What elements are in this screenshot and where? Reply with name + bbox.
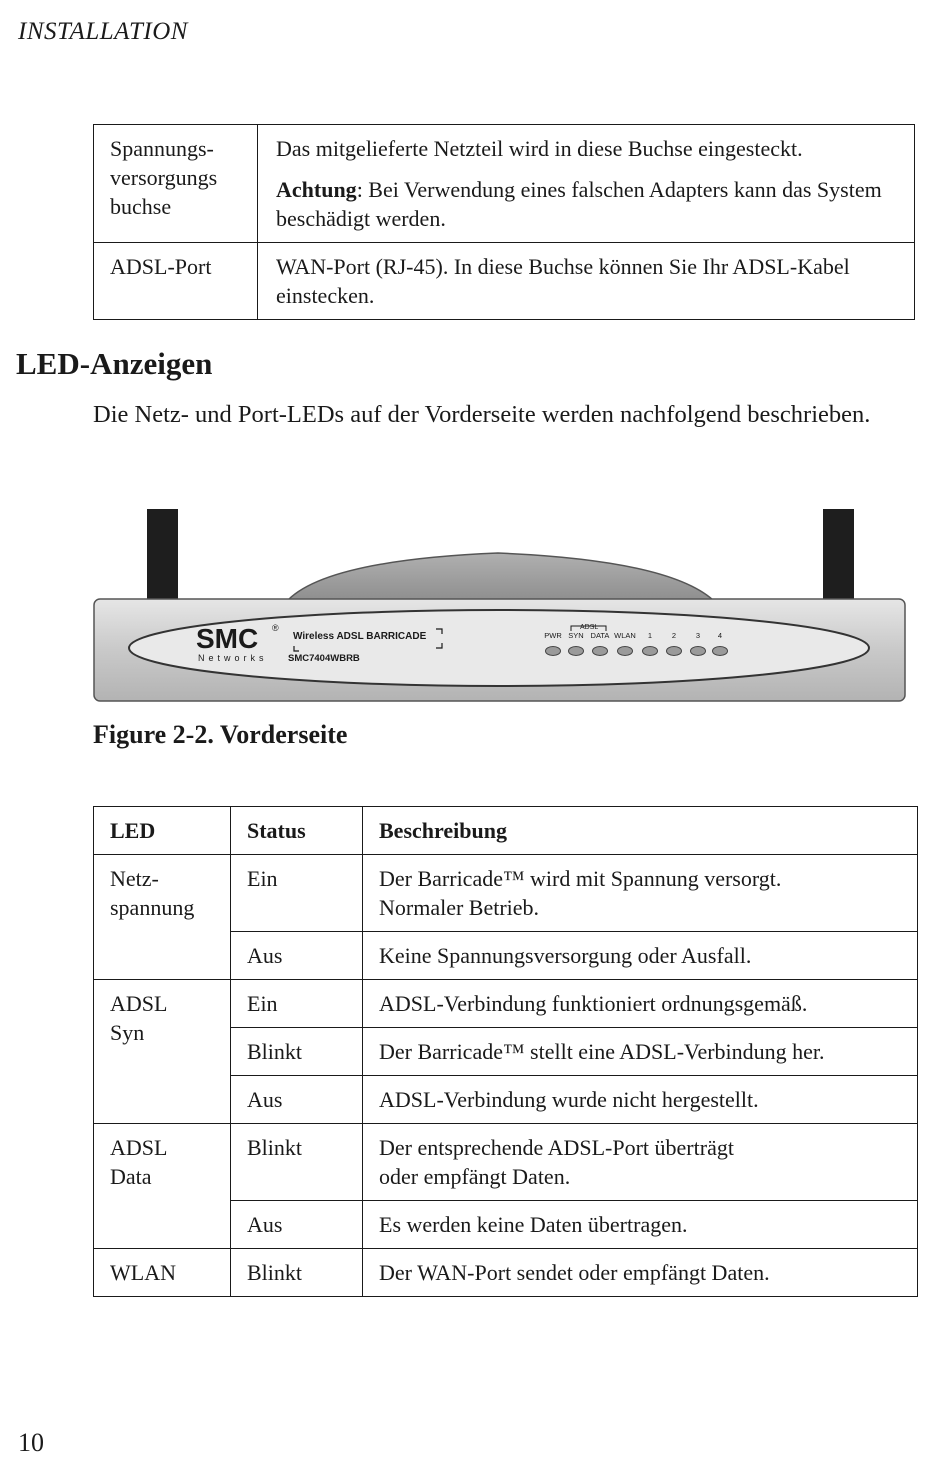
led-indicator-pwr [546,647,561,656]
warning-text: : Bei Verwendung eines falschen Adapters kann das System beschädigt werden. [276,177,882,231]
led-label-4: 4 [717,631,723,640]
led-indicator-4 [713,647,728,656]
model-number: SMC7404WBRB [288,653,360,664]
connection-label [94,125,258,243]
led-indicator-wlan [618,647,633,656]
router-front-panel-figure [88,505,910,710]
led-name [94,980,231,1124]
left-antenna [147,509,178,605]
led-indicator-3 [691,647,706,656]
led-label-1: 1 [647,631,653,640]
table-row [94,855,918,932]
led-description: Der WAN-Port sendet oder empfängt Daten. [363,1249,918,1297]
led-status: Aus [231,932,363,980]
table-header-row [94,807,918,855]
header-description: Beschreibung [363,807,918,855]
table-row [94,1124,918,1201]
led-name: WLAN [94,1249,231,1297]
led-name-text: Netz- spannung [110,866,195,920]
led-description-text: Der Barricade™ wird mit Spannung versorgt. Normaler Betrieb. [379,866,782,920]
description-text: Das mitgelieferte Netzteil wird in diese Buchse eingesteckt. [276,136,803,161]
led-description: Es werden keine Daten übertragen. [363,1201,918,1249]
connection-label [94,243,258,320]
intro-paragraph: Die Netz- und Port-LEDs auf der Vorderseite werden nachfolgend beschrieben. [93,401,871,428]
registered-icon: ® [272,623,279,633]
brand-subtitle: Networks [198,653,268,663]
led-label-syn: SYN [568,631,584,640]
warning-note [276,175,898,233]
header-led: LED [94,807,231,855]
connection-table [93,124,915,320]
led-description: ADSL-Verbindung funktioniert ordnungsgemäß. [363,980,918,1028]
figure-caption: Figure 2-2. Vorderseite [93,720,348,749]
description-text: WAN-Port (RJ-45). In diese Buchse können Sie Ihr ADSL-Kabel einstecken. [276,254,850,308]
led-status: Aus [231,1201,363,1249]
product-name: Wireless ADSL BARRICADE [293,631,427,642]
led-description [363,855,918,932]
led-description [363,1124,918,1201]
table-row [94,243,915,320]
led-name [94,855,231,980]
table-row [94,980,918,1028]
led-description: Keine Spannungsversorgung oder Ausfall. [363,932,918,980]
top-dome [288,553,713,600]
running-head: INSTALLATION [18,18,188,45]
led-status: Aus [231,1076,363,1124]
led-status: Blinkt [231,1028,363,1076]
led-description: Der Barricade™ stellt eine ADSL-Verbindung her. [363,1028,918,1076]
led-name-text: ADSL Syn [110,991,168,1045]
led-description: ADSL-Verbindung wurde nicht hergestellt. [363,1076,918,1124]
warning-label: Achtung [276,177,357,202]
led-table [93,806,918,1297]
connection-description [258,125,915,243]
led-indicator-data [593,647,608,656]
label-text: Spannungs- versorgungs buchse [110,136,218,219]
section-title: LED-Anzeigen [16,346,213,381]
table-row [94,1249,918,1297]
led-label-3: 3 [695,631,701,640]
led-status: Blinkt [231,1124,363,1201]
led-indicator-2 [667,647,682,656]
led-description-text: Der entsprechende ADSL-Port überträgt oder empfängt Daten. [379,1135,734,1189]
led-status: Ein [231,855,363,932]
page-number: 10 [18,1428,44,1457]
brand-logo: SMC [196,623,259,654]
led-indicator-1 [643,647,658,656]
led-label-group [544,631,722,640]
table-row [94,125,915,243]
adsl-group-label: ADSL [580,624,599,631]
led-label-pwr: PWR [544,631,562,640]
label-text: ADSL-Port [110,254,212,279]
led-status: Ein [231,980,363,1028]
led-status: Blinkt [231,1249,363,1297]
led-name-text: ADSL Data [110,1135,168,1189]
right-antenna [823,509,854,605]
header-status: Status [231,807,363,855]
led-indicator-syn [569,647,584,656]
led-name [94,1124,231,1249]
led-label-data: DATA [590,631,610,640]
led-label-2: 2 [671,631,677,640]
router-illustration [88,505,910,710]
led-label-wlan: WLAN [614,631,636,640]
connection-description [258,243,915,320]
